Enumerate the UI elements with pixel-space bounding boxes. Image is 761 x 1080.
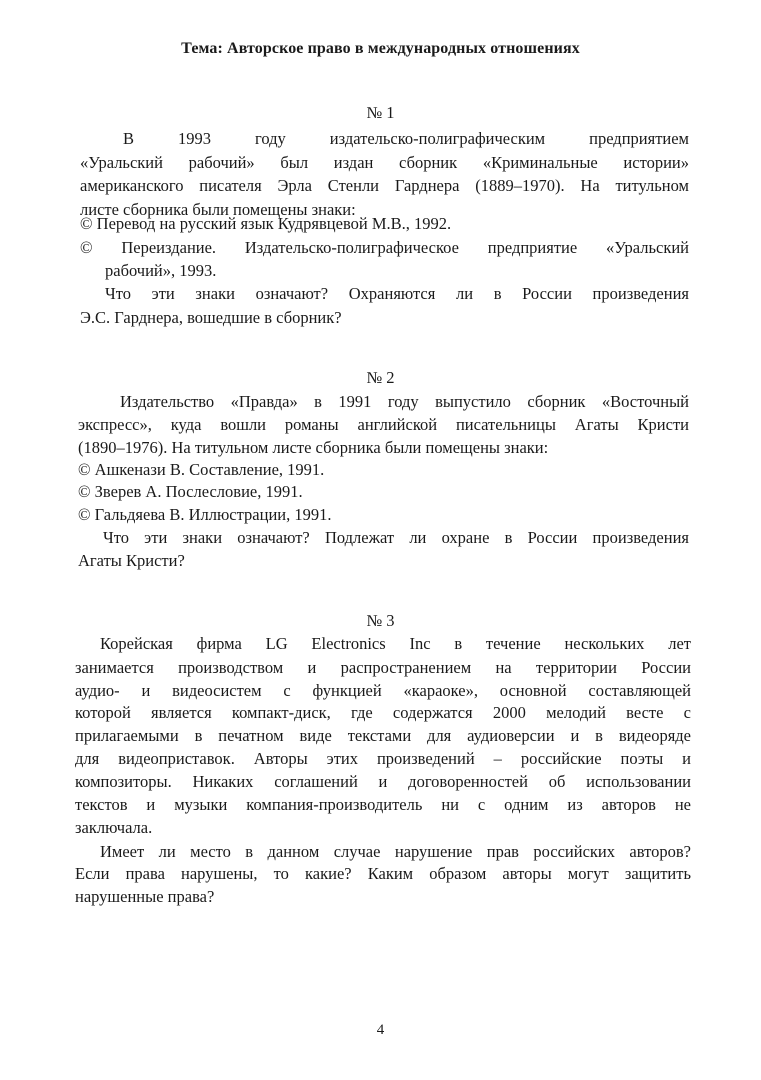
task-1-line: американского писателя Эрла Стенли Гарднера (1889–1970). На титульном: [80, 176, 689, 195]
task-1-number: № 1: [366, 103, 395, 122]
task-1-line: Э.С. Гарднера, вошедшие в сборник?: [80, 308, 342, 327]
page-number: 4: [376, 1022, 385, 1038]
task-3-line: текстов и музыки компания-производитель ни с одним из авторов не: [75, 795, 691, 814]
task-3-line: Если права нарушены, то какие? Каким образом авторы могут защитить: [75, 864, 691, 883]
task-1-line: листе сборника были помещены знаки:: [80, 200, 356, 219]
task-3-line: которой является компакт-диск, где содержатся 2000 мелодий весте с: [75, 703, 691, 722]
task-2-line: Агаты Кристи?: [78, 551, 185, 570]
task-2-number: № 2: [366, 368, 395, 387]
task-2-line: экспресс», куда вошли романы английской писательницы Агаты Кристи: [78, 415, 689, 434]
task-2-line: © Зверев А. Послесловие, 1991.: [78, 482, 303, 501]
task-3-line: Корейская фирма LG Electronics Inc в течение нескольких лет: [100, 634, 691, 653]
task-3-line: композиторы. Никаких соглашений и договоренностей об использовании: [75, 772, 691, 791]
task-1-line: В 1993 году издательско-полиграфическим предприятием: [123, 129, 689, 148]
task-1-line: © Переиздание. Издательско-полиграфическое предприятие «Уральский: [80, 238, 689, 257]
task-3-line: занимается производством и распространением на территории России: [75, 658, 691, 677]
task-3-line: аудио- и видеосистем с функцией «караоке», основной составляющей: [75, 681, 691, 700]
task-3-line: заключала.: [75, 818, 153, 837]
task-1-line: рабочий», 1993.: [105, 261, 217, 280]
task-1-line: © Перевод на русский язык Кудрявцевой М.В., 1992.: [80, 214, 452, 233]
task-2-line: (1890–1976). На титульном листе сборника были помещены знаки:: [78, 438, 549, 457]
task-2-line: © Гальдяева В. Иллюстрации, 1991.: [78, 505, 332, 524]
task-3-line: нарушенные права?: [75, 887, 215, 906]
task-2-line: Что эти знаки означают? Подлежат ли охране в России произведения: [103, 528, 689, 547]
task-3-line: прилагаемыми в печатном виде текстами для аудиоверсии и в видеоряде: [75, 726, 691, 745]
task-1-line: «Уральский рабочий» был издан сборник «Криминальные истории»: [80, 153, 689, 172]
task-3-line: для видеоприставок. Авторы этих произведений – российские поэты и: [75, 749, 691, 768]
task-3-number: № 3: [366, 611, 395, 630]
task-3-line: Имеет ли место в данном случае нарушение прав российских авторов?: [100, 842, 691, 861]
page-title: Тема: Авторское право в международных отношениях: [181, 40, 580, 57]
task-1-line: Что эти знаки означают? Охраняются ли в России произведения: [105, 284, 689, 303]
task-2-line: © Ашкенази В. Составление, 1991.: [78, 460, 325, 479]
task-2-line: Издательство «Правда» в 1991 году выпустило сборник «Восточный: [120, 392, 689, 411]
